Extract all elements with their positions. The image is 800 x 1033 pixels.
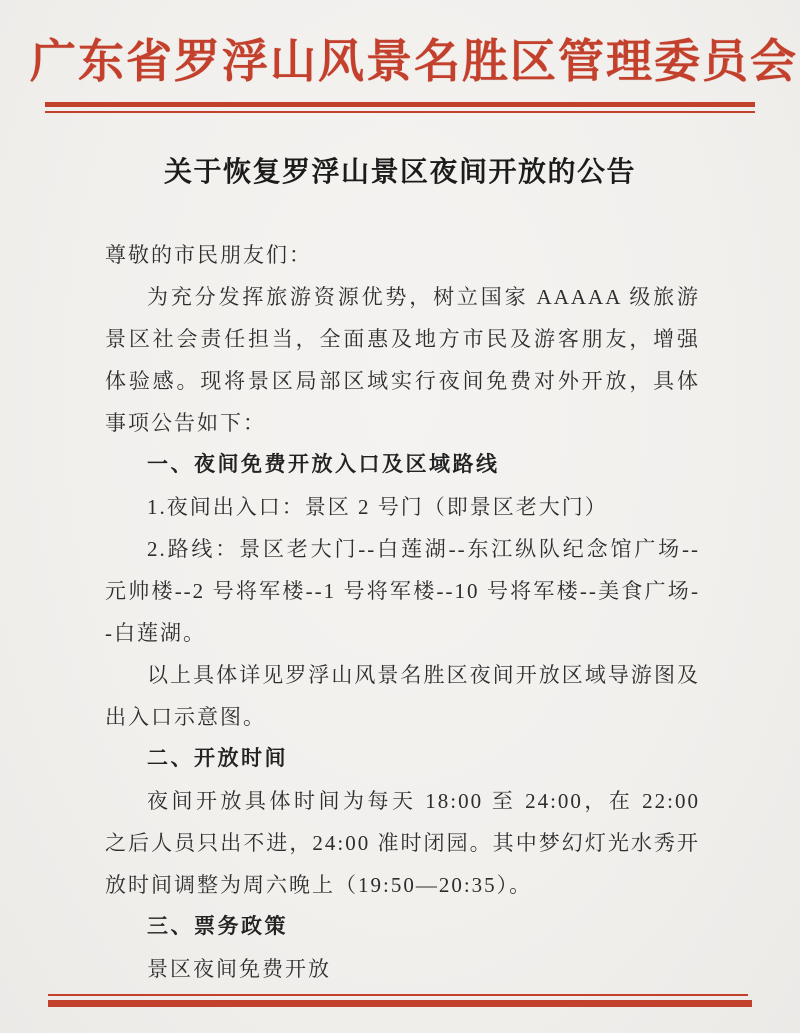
announcement-text	[105, 234, 700, 990]
announcement-page	[0, 34, 800, 1033]
section-heading: 一、夜间免费开放入口及区域路线	[147, 453, 500, 477]
issuing-org-title: 广东省罗浮山风景名胜区管理委员会	[30, 36, 798, 87]
header-divider-thick-line	[45, 102, 755, 107]
body-paragraph: 夜间开放具体时间为每天 18:00 至 24:00，在 22:00 之后人员只出不进，24:00 准时闭园。其中梦幻灯光水秀开放时间调整为周六晚上（19:50—20:35）。	[105, 789, 700, 898]
document-body	[0, 150, 800, 990]
body-paragraph: 景区夜间免费开放	[147, 957, 331, 982]
section-heading: 二、开放时间	[147, 747, 288, 771]
body-paragraph: 1.夜间出入口：景区 2 号门（即景区老大门）	[147, 495, 608, 520]
body-paragraph: 以上具体详见罗浮山风景名胜区夜间开放区域导游图及出入口示意图。	[105, 663, 700, 730]
body-paragraph: 2.路线：景区老大门--白莲湖--东江纵队纪念馆广场--元帅楼--2 号将军楼--1 号将军楼--10 号将军楼--美食广场--白莲湖。	[105, 537, 700, 646]
header-divider-thin-line	[45, 111, 755, 113]
salutation-line: 尊敬的市民朋友们：	[105, 243, 312, 268]
document-header	[0, 34, 800, 113]
footer-divider-thick-line	[48, 1000, 752, 1007]
document-footer-divider	[48, 994, 748, 1007]
header-divider	[45, 102, 755, 113]
announcement-title: 关于恢复罗浮山景区夜间开放的公告	[163, 157, 636, 189]
section-heading: 三、票务政策	[147, 915, 288, 939]
body-paragraph: 为充分发挥旅游资源优势，树立国家 AAAAA 级旅游景区社会责任担当，全面惠及地方市民及游客朋友，增强体验感。现将景区局部区域实行夜间免费对外开放，具体事项公告如下：	[105, 285, 700, 436]
footer-divider-thin-line	[48, 994, 748, 996]
